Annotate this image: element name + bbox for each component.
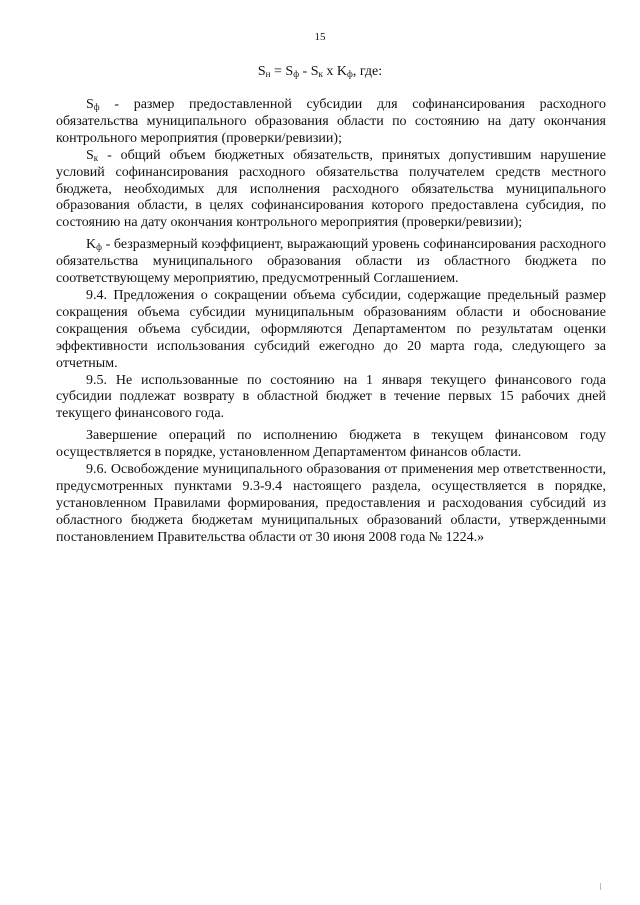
formula-part: - S (299, 64, 319, 79)
paragraph-budget-completion: Завершение операций по исполнению бюджета в текущем финансовом году осуществляется в порядке, установленном Департаментом финансов области. (56, 428, 606, 461)
formula-part: = S (270, 64, 294, 79)
definition-s-f (56, 97, 606, 148)
scan-mark (600, 883, 601, 890)
definition-text: - общий объем бюджетных обязательств, принятых допустившим нарушение условий софинансирования расходного обязательства получателем средств местного бюджета, необходимых для исполнения расходного обязательства муниципального образования области, в целях софинансирования которого предоставлена субсидия, по состоянию на дату окончания контрольного мероприятия (проверки/ревизии); (56, 147, 606, 231)
paragraph-9-5: 9.5. Не использованные по состоянию на 1 января текущего финансового года субсидии подлежат возврату в областной бюджет в течение первых 15 рабочих дней текущего финансового года. (56, 372, 606, 422)
definition-k-f (56, 237, 606, 288)
formula (0, 64, 640, 81)
formula-part: S (257, 64, 266, 79)
formula-subscript: к (318, 69, 323, 79)
formula-subscript: н (265, 69, 271, 79)
definition-symbol: S (86, 97, 94, 112)
definition-subscript: ф (96, 242, 102, 253)
paragraph-9-4: 9.4. Предложения о сокращении объема субсидии, содержащие предельный размер сокращения объема субсидии муниципальным образованиям области и обоснование сокращения объема субсидии, оформляются Департаментом по результатам оценки эффективности использования субсидий ежегодно до 20 марта года, следующего за отчетным. (56, 287, 606, 371)
formula-part: , где: (352, 64, 383, 79)
definition-symbol: K (86, 237, 97, 253)
formula-part: x K (322, 64, 347, 79)
definition-symbol: S (86, 147, 94, 163)
formula-subscript: ф (293, 69, 300, 79)
page-number: 15 (314, 31, 326, 43)
definition-text: - безразмерный коэффициент, выражающий уровень софинансирования расходного обязательства муниципального образования области из областного бюджета по соответствующему мероприятию, предусмотренный Соглашением. (56, 237, 606, 287)
paragraph-9-6: 9.6. Освобождение муниципального образования от применения мер ответственности, предусмотренных пунктами 9.3-9.4 настоящего раздела, осуществляется в порядке, установленном Правилами формирования, предоставления и расходования субсидий из областного бюджета бюджетам муниципальных образований области, утвержденными постановлением Правительства области от 30 июня 2008 года № 1224.» (56, 462, 606, 545)
document-body (56, 97, 606, 547)
definition-subscript: к (93, 152, 99, 163)
definition-s-k (56, 148, 606, 233)
definition-subscript: ф (93, 102, 100, 112)
formula-subscript: ф (346, 69, 353, 79)
definition-text: - размер предоставленной субсидии для софинансирования расходного обязательства муниципального образования области по состоянию на дату окончания контрольного мероприятия (проверки/ревизии); (56, 97, 606, 146)
